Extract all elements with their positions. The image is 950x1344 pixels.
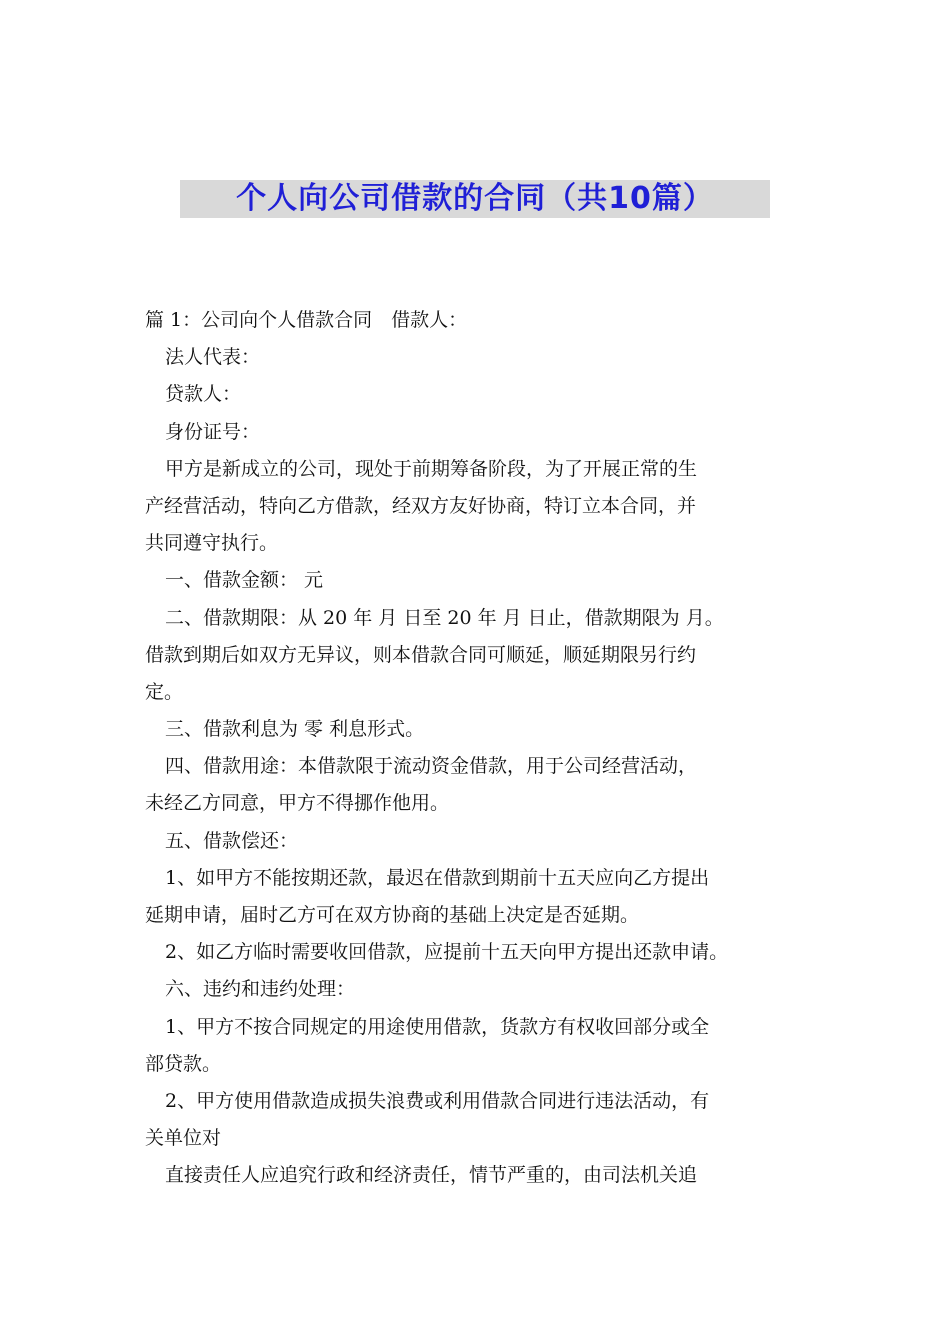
contract-body (145, 302, 815, 1195)
text-line: 法人代表： (165, 346, 261, 369)
text-line: 延期申请，届时乙方可在双方协商的基础上决定是否延期。 (145, 904, 640, 926)
text-line: 未经乙方同意，甲方不得挪作他用。 (145, 792, 450, 815)
text-line: 定。 (145, 680, 184, 703)
text-line: 四、借款用途：本借款限于流动资金借款，用于公司经营活动， (165, 755, 698, 778)
text-line: 一、借款金额： 元 (165, 569, 324, 592)
text-line: 三、借款利息为 零 利息形式。 (165, 718, 425, 741)
text-line: 2、如乙方临时需要收回借款，应提前十五天向甲方提出还款申请。 (165, 941, 729, 964)
title-highlight (180, 180, 770, 218)
text-line: 部贷款。 (145, 1052, 222, 1075)
text-line: 甲方是新成立的公司，现处于前期筹备阶段，为了开展正常的生 (165, 457, 698, 480)
text-line: 共同遵守执行。 (145, 532, 279, 555)
text-line: 关单位对 (145, 1127, 222, 1150)
text-line: 1、甲方不按合同规定的用途使用借款，货款方有权收回部分或全 (165, 1015, 710, 1038)
text-line: 产经营活动，特向乙方借款，经双方友好协商，特订立本合同，并 (145, 494, 697, 517)
text-line: 借款到期后如双方无异议，则本借款合同可顺延，顺延期限另行约 (145, 643, 697, 666)
text-line: 篇 1：公司向个人借款合同 借款人： (145, 309, 468, 331)
text-line: 2、甲方使用借款造成损失浪费或利用借款合同进行违法活动，有 (165, 1089, 710, 1112)
text-line: 1、如甲方不能按期还款，最迟在借款到期前十五天应向乙方提出 (165, 866, 710, 889)
document-title: 个人向公司借款的合同（共10篇） (236, 181, 714, 216)
text-line: 六、违约和违约处理： (165, 978, 356, 1001)
text-line: 直接责任人应追究行政和经济责任，情节严重的，由司法机关追 (165, 1164, 698, 1187)
text-line: 贷款人： (165, 383, 242, 406)
text-line: 身份证号： (165, 420, 261, 443)
text-line: 二、借款期限：从 20 年 月 日至 20 年 月 日止，借款期限为 月。 (165, 606, 724, 629)
text-line: 五、借款偿还： (165, 829, 299, 852)
